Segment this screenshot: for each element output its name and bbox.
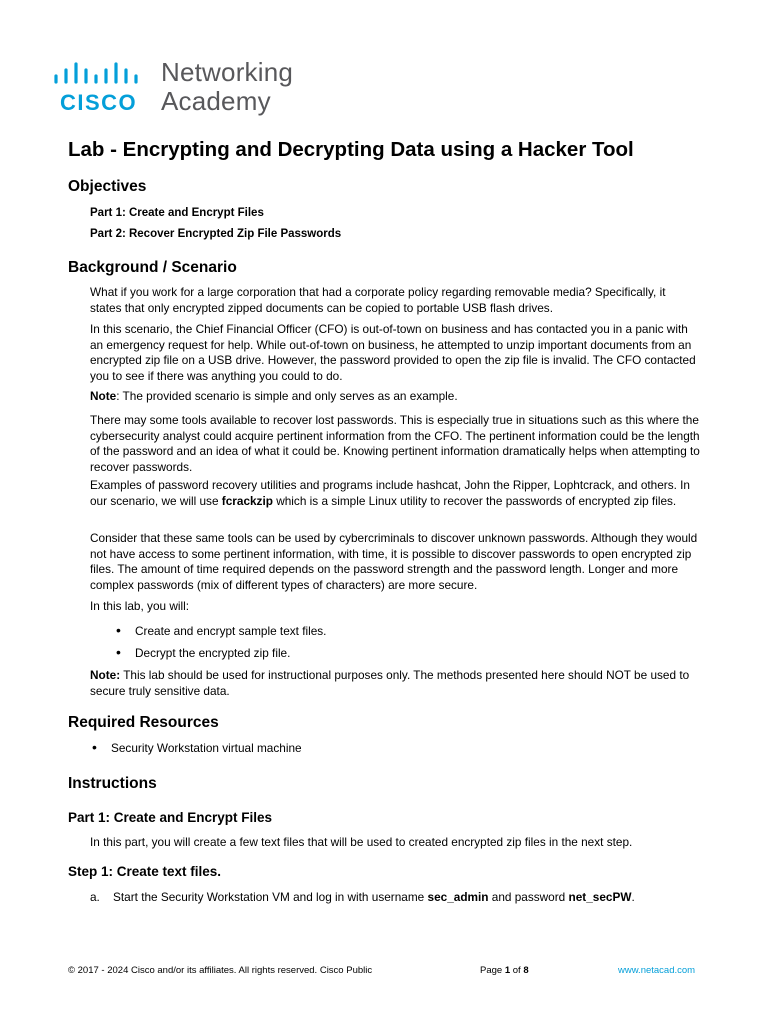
logo-line-networking: Networking xyxy=(161,57,294,87)
page-label: Page xyxy=(480,965,505,976)
step-text xyxy=(113,890,635,906)
cisco-networking-academy-logo xyxy=(52,56,312,120)
paragraph-text: which is a simple Linux utility to recover the passwords of encrypted zip files. xyxy=(272,493,677,508)
step-text-part: and password xyxy=(488,890,569,904)
tool-name: fcrackzip xyxy=(221,493,273,508)
page-of: of xyxy=(510,965,524,976)
note-text: This lab should be used for instructional purposes only. The methods presented here should NOT be used to secure truly sensitive data. xyxy=(90,668,690,698)
background-paragraph: Consider that these same tools can be used by cybercriminals to discover unknown passwords. Although they would not have access to some pertinent information, with time, it is possible to discover passwords to open encrypted zip files. The amount of time required depends on the password strength and the password length. Longer and more complex passwords (mix of different types of characters) are more secure. xyxy=(90,531,698,592)
note-text: : The provided scenario is simple and only serves as an example. xyxy=(116,389,458,403)
username-value: sec_admin xyxy=(427,890,489,904)
step-letter: a. xyxy=(90,890,100,904)
objective-item: Part 2: Recover Encrypted Zip File Passwords xyxy=(90,228,342,240)
list-item-text: Create and encrypt sample text files. xyxy=(135,624,327,638)
bullet-icon: • xyxy=(116,644,121,660)
instructions-heading: Instructions xyxy=(68,775,157,792)
background-paragraph xyxy=(90,478,700,509)
part1-heading: Part 1: Create and Encrypt Files xyxy=(68,810,273,825)
logo-line-academy: Academy xyxy=(161,86,271,116)
part1-paragraph: In this part, you will create a few text files that will be used to created encrypted zip files in the next step. xyxy=(90,835,633,849)
note-label: Note: xyxy=(90,668,121,682)
bullet-icon: • xyxy=(116,622,121,638)
cisco-bridge-icon xyxy=(52,62,152,86)
background-paragraph: What if you work for a large corporation that had a corporate policy regarding removable media? Specifically, it states that only encrypted zipped documents can be copied to portable USB flash drives. xyxy=(90,285,666,315)
objective-item: Part 1: Create and Encrypt Files xyxy=(90,207,264,219)
page-title: Lab - Encrypting and Decrypting Data using a Hacker Tool xyxy=(68,138,634,161)
background-paragraph: In this scenario, the Chief Financial Officer (CFO) is out-of-town on business and has contacted you in a panic with an emergency request for help. While out-of-town on business, he attempted to unzip important documents from an encrypted zip file on a USB drive. However, the password provided to open the zip file is invalid. The CFO contacted you to see if there was anything you could to do. xyxy=(90,322,696,383)
note-paragraph xyxy=(90,668,700,699)
page-total: 8 xyxy=(523,965,529,976)
resources-heading: Required Resources xyxy=(68,714,219,731)
cisco-wordmark: CISCO xyxy=(60,90,138,115)
footer-url-link[interactable]: www.netacad.com xyxy=(618,965,696,976)
list-item-text: Security Workstation virtual machine xyxy=(111,741,302,755)
note-paragraph xyxy=(90,389,700,405)
step-text-part: . xyxy=(631,890,635,904)
footer-page-number xyxy=(480,965,529,976)
page-current: 1 xyxy=(504,965,511,976)
bullet-icon: • xyxy=(92,739,97,755)
background-paragraph: In this lab, you will: xyxy=(90,599,190,613)
objectives-heading: Objectives xyxy=(68,178,147,195)
step1-heading: Step 1: Create text files. xyxy=(68,864,222,879)
footer-copyright: © 2017 - 2024 Cisco and/or its affiliates. All rights reserved. Cisco Public xyxy=(68,965,373,976)
list-item-text: Decrypt the encrypted zip file. xyxy=(135,646,291,660)
background-heading: Background / Scenario xyxy=(68,259,237,276)
background-paragraph: There may some tools available to recover lost passwords. This is especially true in situations such as this where the cybersecurity analyst could acquire pertinent information from the CFO. The pertinent information could be the length of the password and an idea of what it could be. Knowing pertinent information dramatically helps when attempting to recover passwords. xyxy=(90,413,700,474)
paragraph-text: Examples of password recovery utilities and programs include hashcat, John the Ripper, Lophtcrack, and others. In our scenario, we will use xyxy=(90,478,690,508)
note-label: Note xyxy=(90,389,117,403)
password-value: net_secPW xyxy=(568,890,632,904)
step-text-part: Start the Security Workstation VM and log in with username xyxy=(113,890,428,904)
